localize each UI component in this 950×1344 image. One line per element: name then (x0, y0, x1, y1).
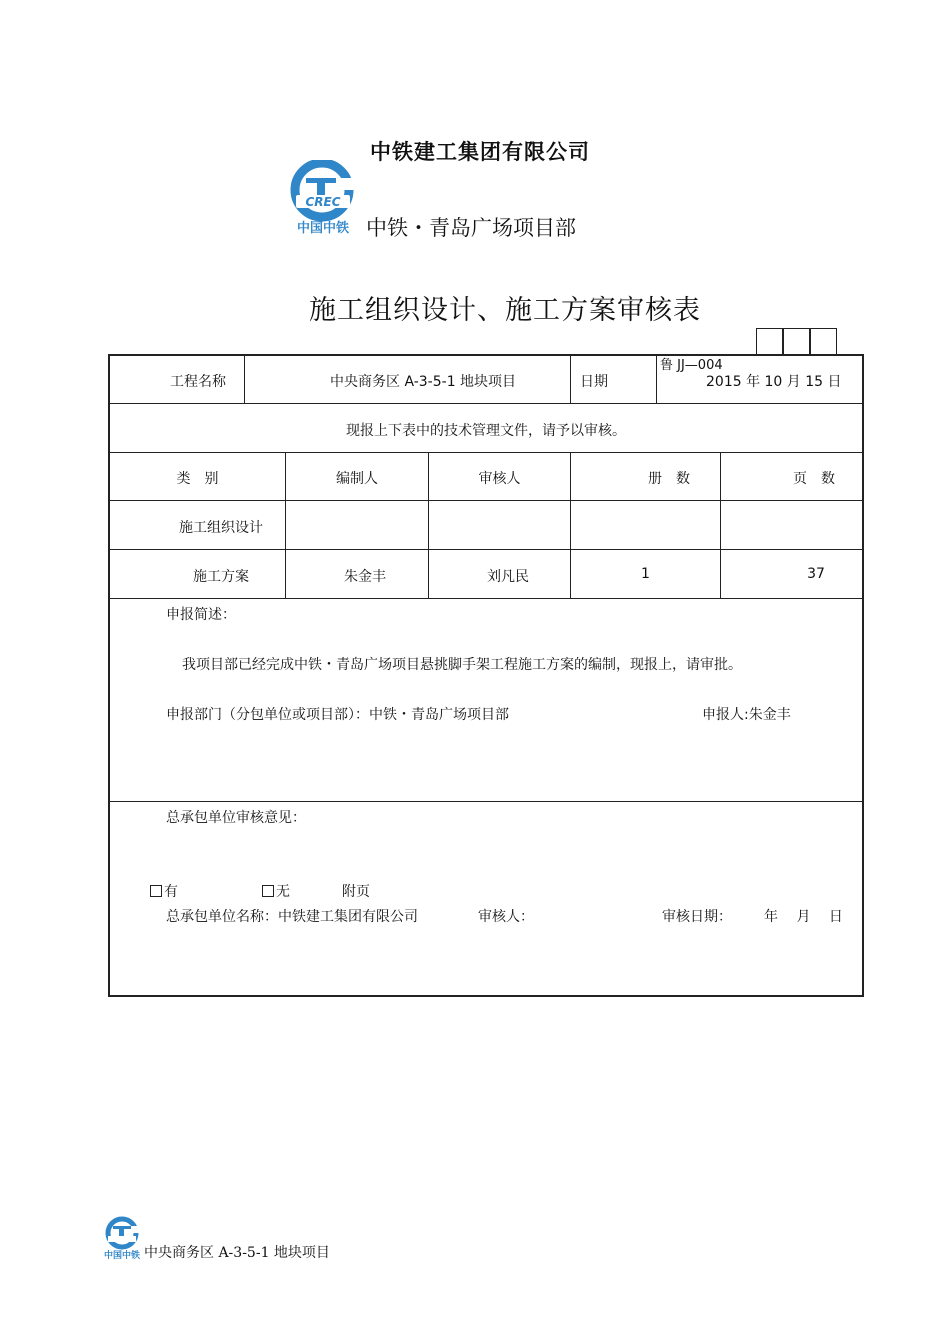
row-divider (108, 801, 864, 802)
table-row-reviewer: 刘凡民 (487, 569, 529, 585)
option-yes-label: 有 (164, 884, 178, 900)
code-box (783, 328, 810, 354)
date-value: 2015 年 10 月 15 日 (706, 374, 842, 390)
row-divider (108, 549, 864, 550)
row-divider (108, 452, 864, 453)
option-no[interactable] (262, 881, 290, 901)
table-border-bottom (108, 995, 864, 997)
table-row-pages: 37 (807, 566, 825, 582)
column-header-pages: 页 数 (793, 471, 835, 487)
table-border-top (108, 354, 864, 356)
project-name-value: 中央商务区 A-3-5-1 地块项目 (330, 374, 517, 390)
option-yes[interactable] (150, 881, 178, 901)
submitting-department: 申报部门（分包单位或项目部）：中铁・青岛广场项目部 (166, 707, 509, 723)
review-date-label: 审核日期： (662, 909, 732, 925)
column-header-category: 类 别 (176, 471, 219, 487)
option-no-label: 无 (276, 884, 290, 900)
checkbox-yes[interactable] (150, 885, 162, 897)
checkbox-no[interactable] (262, 885, 274, 897)
summary-text: 我项目部已经完成中铁・青岛广场项目悬挑脚手架工程施工方案的编制，现报上，请审批。 (182, 657, 742, 673)
project-department: 中铁・青岛广场项目部 (366, 216, 576, 240)
reporter: 申报人:朱金丰 (702, 707, 791, 723)
row-divider (108, 500, 864, 501)
crec-logo (286, 160, 366, 238)
column-header-volumes: 册 数 (648, 471, 690, 487)
table-border-left (108, 354, 110, 997)
logo-text: 中国中铁 (296, 221, 350, 236)
footer-logo-text: 中国中铁 (103, 1251, 141, 1260)
project-name-label: 工程名称 (170, 374, 226, 390)
submission-notice: 现报上下表中的技术管理文件，请予以审核。 (346, 423, 626, 439)
row-divider (108, 403, 864, 404)
row-divider (108, 598, 864, 599)
logo-badge-text: CREC (305, 195, 341, 209)
contractor-unit: 总承包单位名称：中铁建工集团有限公司 (166, 909, 418, 925)
summary-label: 申报简述： (166, 607, 236, 623)
table-border-right (862, 354, 864, 997)
col-divider (656, 354, 657, 403)
date-label: 日期 (580, 374, 608, 390)
table-row-volumes: 1 (641, 566, 650, 582)
footer-logo (100, 1216, 144, 1260)
form-title: 施工组织设计、施工方案审核表 (309, 295, 701, 326)
review-date-placeholder: 年 月 日 (764, 909, 843, 925)
reviewer-label: 审核人： (478, 909, 534, 925)
code-box (810, 328, 837, 354)
footer-project: 中央商务区 A-3-5-1 地块项目 (144, 1245, 330, 1261)
attachment-label: 附页 (342, 884, 370, 900)
form-code: 鲁 JJ—004 (660, 358, 723, 373)
code-box (756, 328, 783, 354)
column-header-author: 编制人 (336, 471, 378, 487)
col-divider (244, 354, 245, 403)
review-opinion-label: 总承包单位审核意见： (166, 810, 306, 826)
table-row-author: 朱金丰 (344, 569, 386, 585)
col-divider (570, 354, 571, 403)
column-header-reviewer: 审核人 (478, 471, 521, 487)
table-row-category: 施工组织设计 (179, 520, 263, 536)
company-name: 中铁建工集团有限公司 (370, 140, 590, 164)
table-row-category: 施工方案 (193, 569, 249, 585)
